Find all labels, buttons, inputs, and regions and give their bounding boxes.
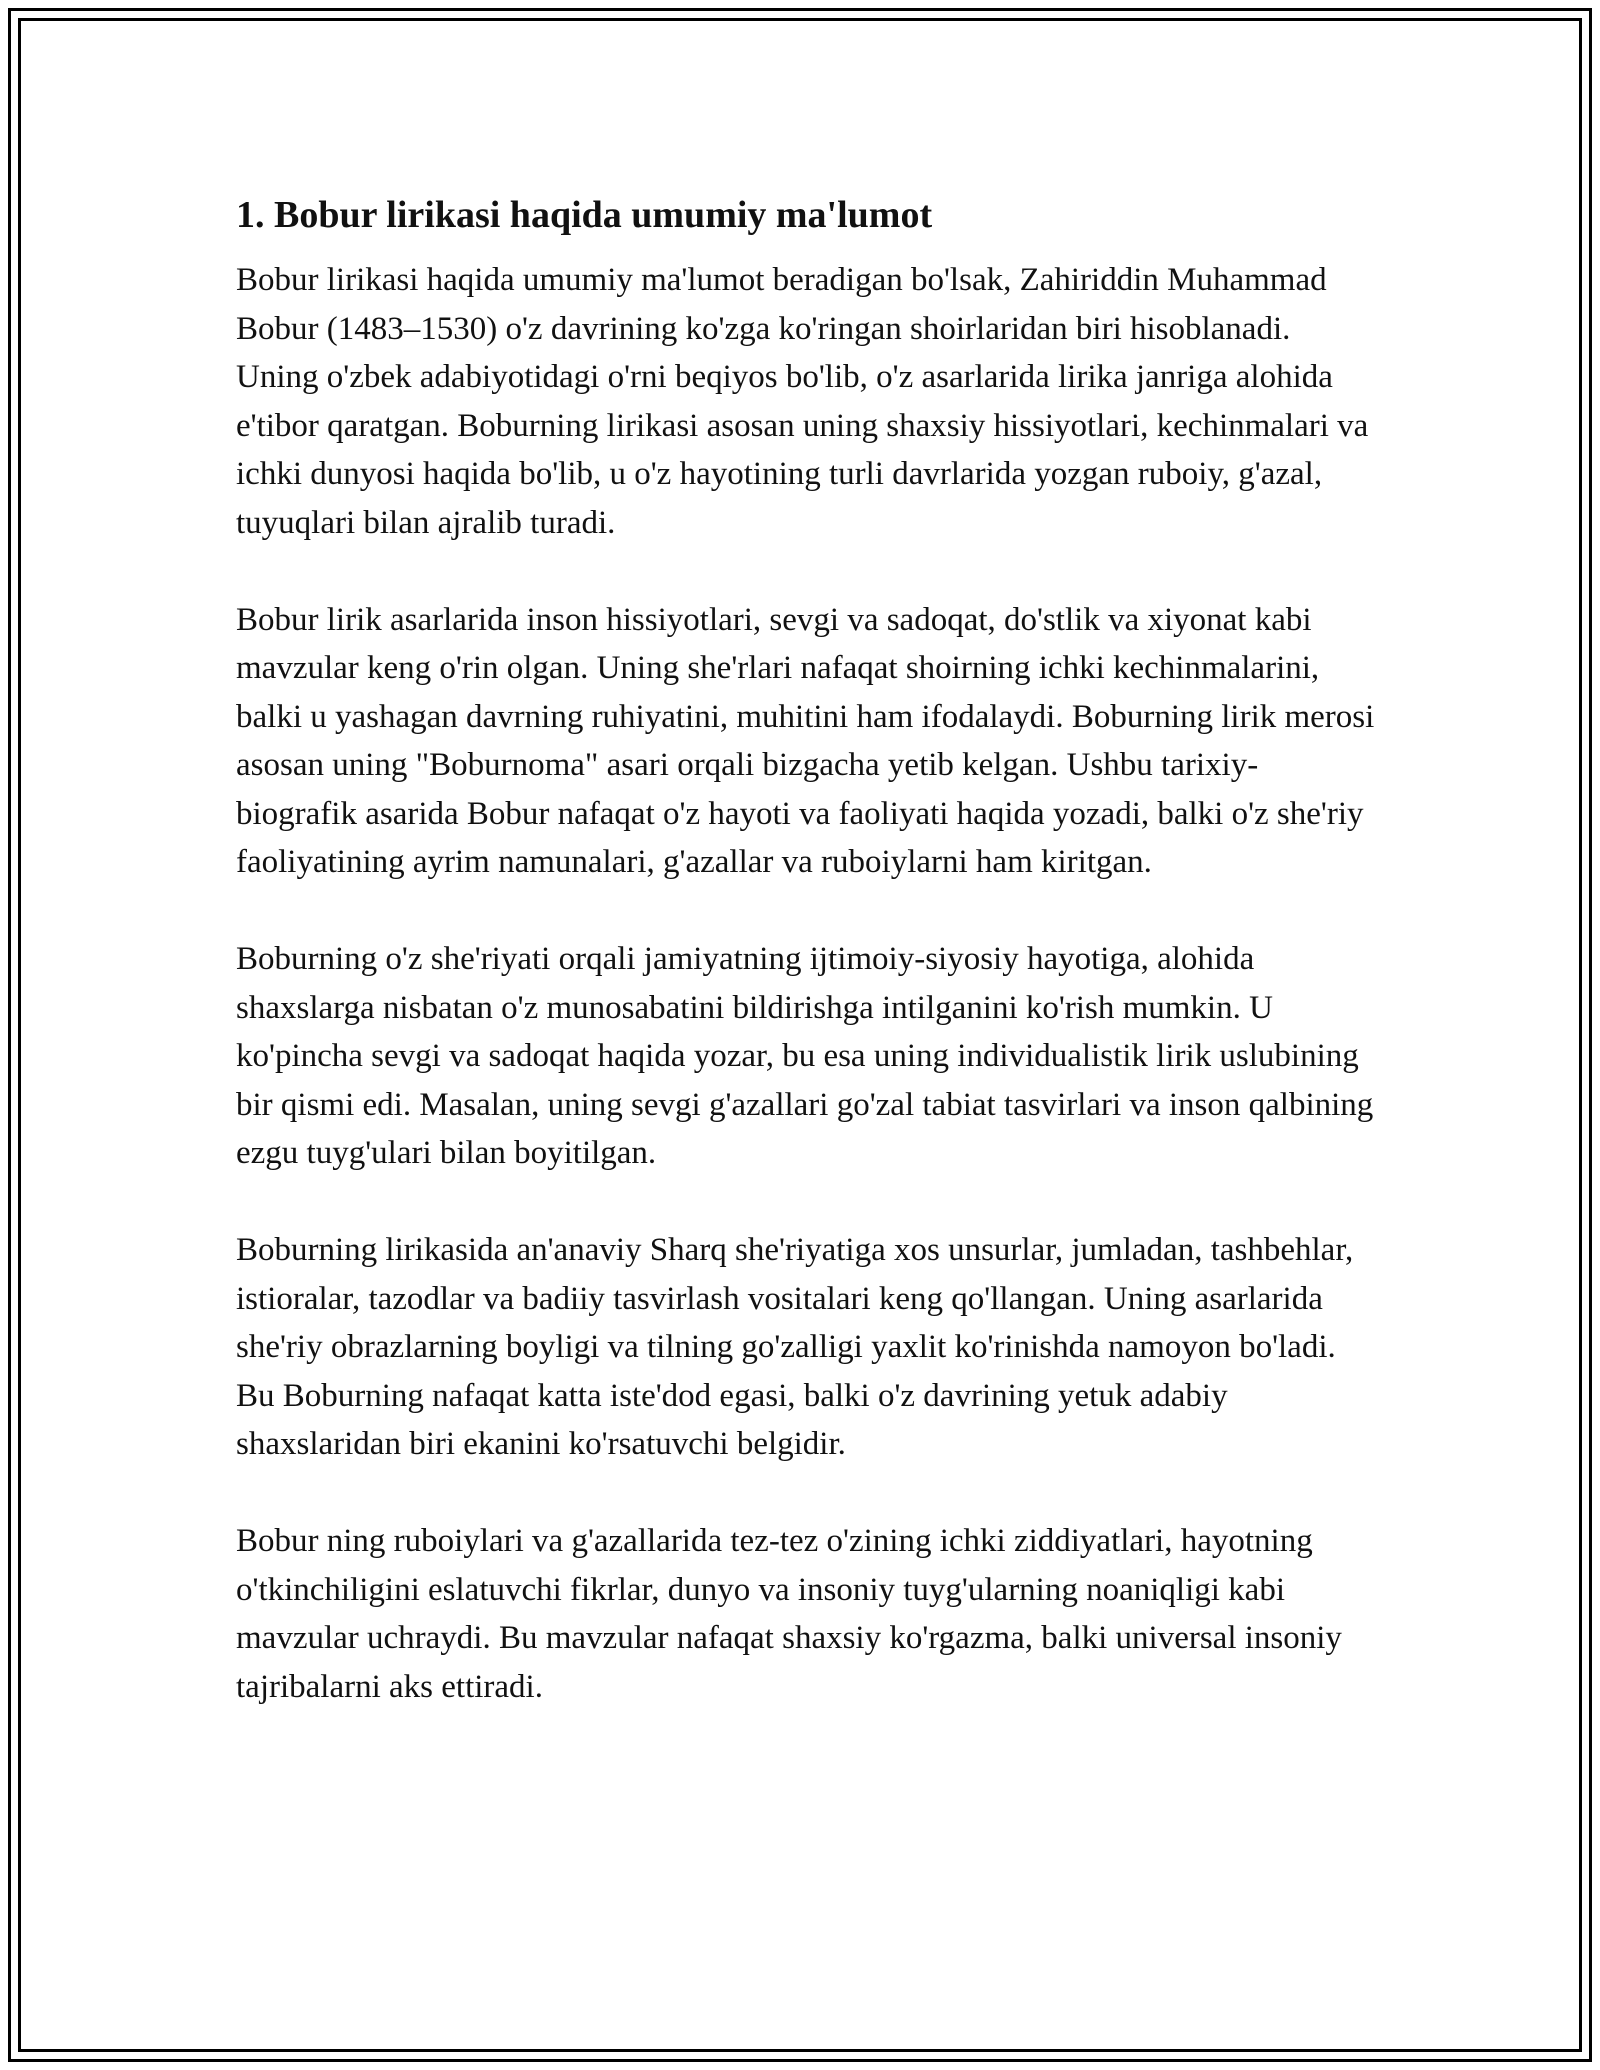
document-body <box>236 188 1376 1760</box>
paragraph-3: Boburning o'z she'riyati orqali jamiyatning ijtimoiy-siyosiy hayotiga, alohida shaxslarga nisbatan o'z munosabatini bildirishga intilganini ko'rish mumkin. U ko'pincha sevgi va sadoqat haqida yozar, bu esa uning individualistik lirik uslubining bir qismi edi. Masalan, uning sevgi g'azallari go'zal tabiat tasvirlari va inson qalbining ezgu tuyg'ulari bilan boyitilgan. <box>236 941 1374 1171</box>
paragraph-2: Bobur lirik asarlarida inson hissiyotlari, sevgi va sadoqat, do'stlik va xiyonat kabi mavzular keng o'rin olgan. Uning she'rlari nafaqat shoirning ichki kechinmalarini, balki u yashagan davrning ruhiyatini, muhitini ham ifodalaydi. Boburning lirik merosi asosan uning "Boburnoma" asari orqali bizgacha yetib kelgan. Ushbu tarixiy-biografik asarida Bobur nafaqat o'z hayoti va faoliyati haqida yozadi, balki o'z she'riy faoliyatining ayrim namunalari, g'azallar va ruboiylarni ham kiritgan. <box>236 601 1375 880</box>
paragraph-5: Bobur ning ruboiylari va g'azallarida tez-tez o'zining ichki ziddiyatlari, hayotning o'tkinchiligini eslatuvchi fikrlar, dunyo va insoniy tuyg'ularning noaniqligi kabi mavzular uchraydi. Bu mavzular nafaqat shaxsiy ko'rgazma, balki universal insoniy tajribalarni aks ettiradi. <box>236 1523 1342 1705</box>
paragraph-1: Bobur lirikasi haqida umumiy ma'lumot beradigan bo'lsak, Zahiriddin Muhammad Bobur (1483–1530) o'z davrining ko'zga ko'ringan shoirlaridan biri hisoblanadi. Uning o'zbek adabiyotidagi o'rni beqiyos bo'lib, o'z asarlarida lirika janriga alohida e'tibor qaratgan. Boburning lirikasi asosan uning shaxsiy hissiyotlari, kechinmalari va ichki dunyosi haqida bo'lib, u o'z hayotining turli davrlarida yozgan ruboiy, g'azal, tuyuqlari bilan ajralib turadi. <box>236 262 1369 541</box>
section-heading: 1. Bobur lirikasi haqida umumiy ma'lumot <box>236 194 933 236</box>
paragraph-4: Boburning lirikasida an'anaviy Sharq she'riyatiga xos unsurlar, jumladan, tashbehlar, istioralar, tazodlar va badiiy tasvirlash vositalari keng qo'llangan. Uning asarlarida she'riy obrazlarning boyligi va tilning go'zalligi yaxlit ko'rinishda namoyon bo'ladi. Bu Boburning nafaqat katta iste'dod egasi, balki o'z davrining yetuk adabiy shaxslaridan biri ekanini ko'rsatuvchi belgidir. <box>236 1232 1354 1462</box>
